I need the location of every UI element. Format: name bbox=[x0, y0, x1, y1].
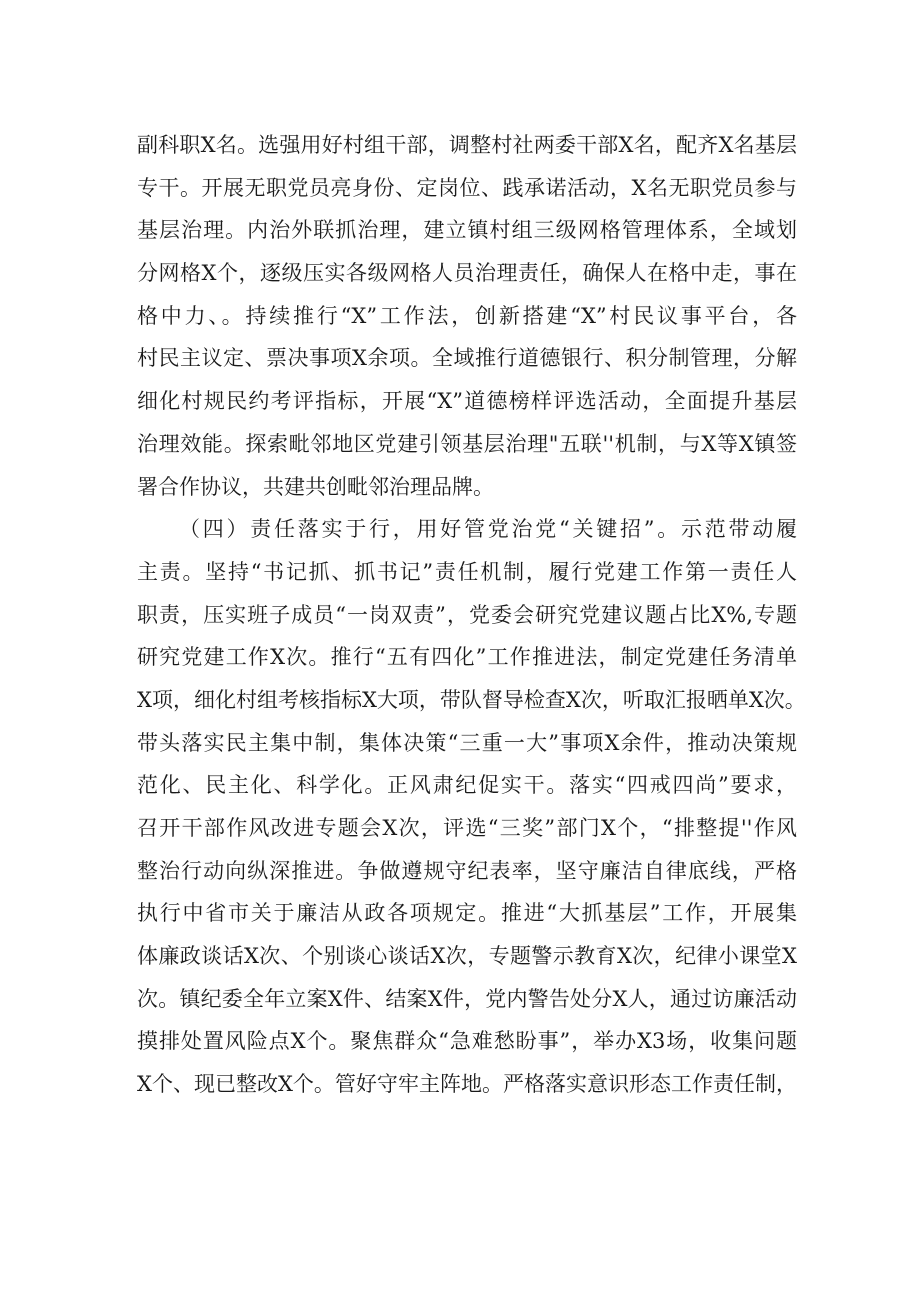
text-line: X个、现已整改X个。管好守牢主阵地。严格落实意识形态工作责任制， bbox=[137, 1072, 797, 1097]
text-line: X项，细化村组考核指标X大项，带队督导检查X次，听取汇报晒单X次。 bbox=[137, 687, 806, 712]
text-line: 署合作协议，共建共创毗邻治理品牌。 bbox=[137, 474, 494, 499]
text-line: 整治行动向纵深推进。争做遵规守纪表率，坚守廉洁自律底线，严格 bbox=[137, 858, 797, 883]
text-line: 村民主议定、票决事项X余项。全域推行道德银行、积分制管理，分解 bbox=[137, 346, 797, 371]
body-text bbox=[137, 124, 806, 1106]
text-line: 基层治理。内治外联抓治理，建立镇村组三级网格管理体系，全域划 bbox=[137, 218, 797, 243]
text-line: 摸排处置风险点X个。聚焦群众“急难愁盼事”，举办X3场，收集问题 bbox=[137, 1029, 797, 1054]
text-line: 带头落实民主集中制，集体决策“三重一大”事项X余件，推动决策规 bbox=[137, 730, 797, 755]
text-line: 职责，压实班子成员“一岗双责”，党委会研究党建议题占比X%,专题 bbox=[137, 602, 797, 627]
text-line: 治理效能。探索毗邻地区党建引领基层治理"五联''机制，与X等X镇签 bbox=[137, 431, 797, 456]
paragraph-grassroots-governance bbox=[137, 124, 797, 508]
text-line: 主责。坚持“书记抓、抓书记”责任机制，履行党建工作第一责任人 bbox=[137, 559, 797, 584]
section-heading-line: （四）责任落实于行，用好管党治党“关键招”。示范带动履 bbox=[179, 517, 797, 542]
text-line: 召开干部作风改进专题会X次，评选“三奖”部门X个，“排整提''作风 bbox=[137, 816, 797, 840]
text-line: 副科职X名。选强用好村组干部，调整村社两委干部X名，配齐X名基层 bbox=[137, 133, 797, 157]
text-line: 研究党建工作X次。推行“五有四化”工作推进法，制定党建任务清单 bbox=[137, 645, 797, 670]
text-line: 范化、民主化、科学化。正风肃纪促实干。落实“四戒四尚”要求， bbox=[137, 773, 797, 798]
text-line: 分网格X个，逐级压实各级网格人员治理责任，确保人在格中走，事在 bbox=[137, 261, 797, 286]
text-line: 细化村规民约考评指标，开展“X”道德榜样评选活动，全面提升基层 bbox=[137, 389, 797, 414]
text-line: 体廉政谈话X次、个别谈心谈话X次，专题警示教育X次，纪律小课堂X bbox=[137, 944, 797, 969]
text-line: 执行中省市关于廉洁从政各项规定。推进“大抓基层”工作，开展集 bbox=[137, 901, 797, 926]
text-line: 专干。开展无职党员亮身份、定岗位、践承诺活动，X名无职党员参与 bbox=[137, 175, 797, 200]
paragraph-responsibility bbox=[137, 508, 806, 1106]
text-line: 次。镇纪委全年立案X件、结案X件，党内警告处分X人，通过访廉活动 bbox=[137, 986, 797, 1011]
text-line: 格中力、。持续推行“X”工作法，创新搭建“X”村民议事平台，各 bbox=[137, 303, 797, 328]
